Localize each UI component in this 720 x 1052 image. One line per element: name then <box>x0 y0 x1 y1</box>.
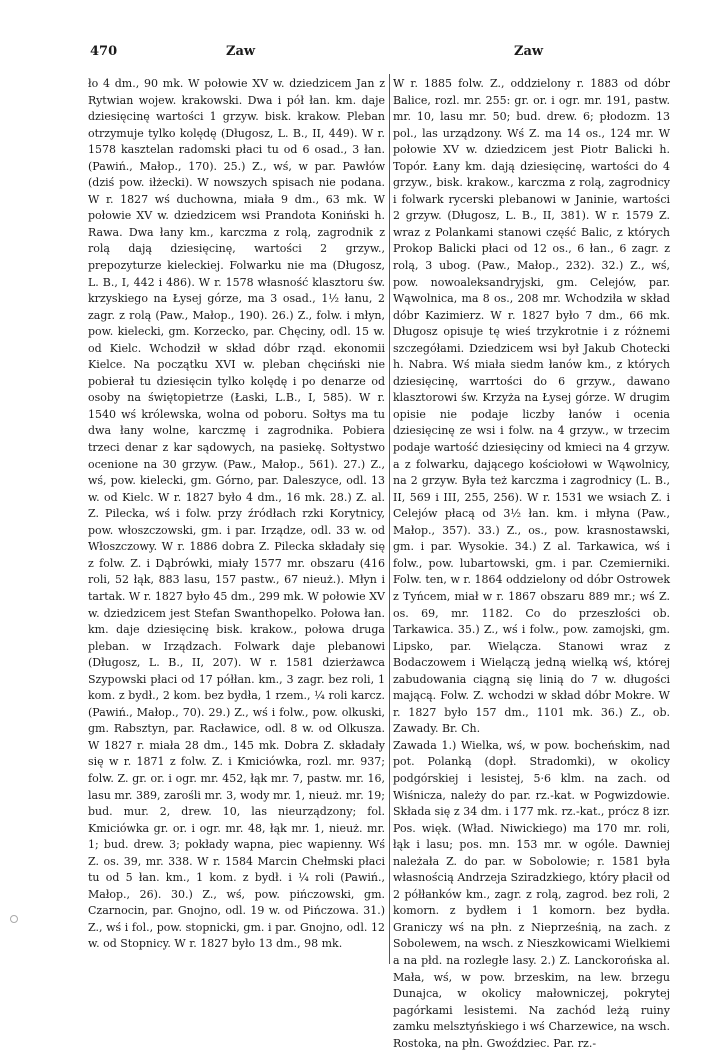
running-head-left: Zaw <box>226 44 256 59</box>
right-text-column: W r. 1885 folw. Z., oddzielony r. 1883 od dóbr Balice, rozl. mr. 255: gr. or. i ogr. mr. 191, pastw. mr. 10, lasu mr. 50; bud. drew. 6; płodozm. 13 pol., las urządzony. Wś Z. ma 14 os., 124 mr. W połowie XV w. dziedzicem jest Piotr Balicki h. Topór. Łany km. dają dziesięcinę, wartości do 4 grzyw., bisk. krakow., karczma z rolą, zagrodnicy i folwark rycerski plebanowi w Janinie, wartości 2 grzyw. (Długosz, L. B., II, 381). W r. 1579 Z. wraz z Polankami stanowi część Balic, z których Prokop Balicki płaci od 12 os., 6 łan., 6 zagr. z rolą, 3 ubog. (Paw., Małop., 232). 32.) Z., wś, pow. nowoaleksandryjski, gm. Celejów, par. Wąwolnica, ma 8 os., 208 mr. Wchodziła w skład dóbr Kazimierz. W r. 1827 było 7 dm., 66 mk. Długosz opisuje tę wieś trzykrotnie i z różnemi szczegółami. Dziedzicem wsi był Jakub Chotecki h. Nabra. Wś miała siedm łanów km., z których dziesięcinę, warrtości do 6 grzyw., dawano klasztorowi św. Krzyża na Łysej górze. W drugim opisie nie podaje liczby łanów i ocenia dziesięcinę ze wsi i folw. na 4 grzyw., w trzecim podaje wartość dziesięciny od kmieci na 4 grzyw. a z folwarku, dającego kościołowi w Wąwolnicy, na 2 grzyw. Była też karczma i zagrodnicy (L. B., II, 569 i III, 255, 256). W r. 1531 we wsiach Z. i Celejów płacą od 3½ łan. km. i młyna (Paw., Małop., 357). 33.) Z., os., pow. krasnostawski, gm. i par. Wysokie. 34.) Z al. Tarkawica, wś i folw., pow. lubartowski, gm. i par. Czemierniki. Folw. ten, w r. 1864 oddzielony od dóbr Ostrowek z Tyńcem, miał w r. 1867 obszaru 889 mr.; wś Z. os. 69, mr. 1182. Co do przeszłości ob. Tarkawica. 35.) Z., wś i folw., pow. zamojski, gm. Lipsko, par. Wielącza. Stanowi wraz z Bodaczowem i Wielączą jedną wielką wś, której zabudowania ciągną się linią do 7 w. długości mającą. Folw. Z. wchodzi w skład dóbr Mokre. W r. 1827 było 157 dm., 1101 mk. 36.) Z., ob. Zawady. Br. Ch. Zawada 1.) Wielka, wś, w pow. bocheńskim, nad pot. Polanką (dopł. Stradomki), w okolicy podgórskiej i lesistej, 5·6 klm. na zach. od Wiśnicza, należy do par. rz.-kat. w Pogwizdowie. Składa się z 34 dm. i 177 mk. rz.-kat., prócz 8 izr. Pos. więk. (Wład. Niwickiego) ma 170 mr. roli, łąk i lasu; pos. mn. 153 mr. w ogóle. Dawniej należała Z. do par. w Sobolowie; r. 1581 była własnością Andrzeja Sziradzkiego, który płacił od 2 półłanków km., zagr. z rolą, zagrod. bez roli, 2 komorn. z bydłem i 1 komorn. bez bydła. Graniczy wś na płn. z Nieprześnią, na zach. z Sobolewem, na wsch. z Nieszkowicami Wielkiemi a na płd. na rozległe lasy. 2.) Z. Lanckorońska al. Mała, wś, w pow. brzeskim, na lew. brzegu Dunajca, w okolicy małowniczej, pokrytej pagórkami lesistemi. Na zachód leżą ruiny zamku melsztyńskiego i wś Charzewice, na wsch. Rostoka, na płn. Gwoździec. Par. rz.- <box>393 77 670 1050</box>
page-number: 470 <box>90 44 118 59</box>
binding-hole-mark <box>10 915 18 923</box>
left-text-column: ło 4 dm., 90 mk. W połowie XV w. dziedzicem Jan z Rytwian wojew. krakowski. Dwa i pół łan. km. daje dziesięcinę wartości 1 grzyw. bisk. krakow. Pleban otrzymuje tylko kolędę (Długosz, L. B., II, 449). W r. 1578 kasztelan radomski płaci tu od 6 osad., 3 łan. (Pawiń., Małop., 170). 25.) Z., wś, w par. Pawłów (dziś pow. iłżecki). W nowszych spisach nie podana. W r. 1827 wś duchowna, miała 9 dm., 63 mk. W połowie XV w. dziedzicem wsi Prandota Koniński h. Rawa. Dwa łany km., karczma z rolą, zagrodnik z rolą dają dziesięcinę, wartości 2 grzyw., prepozyturze kieleckiej. Folwarku nie ma (Długosz, L. B., I, 442 i 486). W r. 1578 własność klasztoru św. krzyskiego na Łysej górze, ma 3 osad., 1½ łanu, 2 zagr. z rolą (Paw., Małop., 190). 26.) Z., folw. i młyn, pow. kielecki, gm. Korzecko, par. Chęciny, odl. 15 w. od Kielc. Wchodził w skład dóbr rząd. ekonomii Kielce. Na początku XVI w. pleban chęciński nie pobierał tu dziesięcin tylko kolędę i po denarze od osoby na świętopietrze (Łaski, L.B., I, 585). W r. 1540 wś królewska, wolna od poboru. Sołtys ma tu dwa łany wolne, karczmę i zagrodnika. Pobiera trzeci denar z kar sądowych, na pasiekę. Sołtystwo ocenione na 30 grzyw. (Paw., Małop., 561). 27.) Z., wś, pow. kielecki, gm. Górno, par. Daleszyce, odl. 13 w. od Kielc. W r. 1827 było 4 dm., 16 mk. 28.) Z. al. Z. Pilecka, wś i folw. przy źródłach rzki Korytnicy, pow. włoszczowski, gm. i par. Irządze, odl. 33 w. od Włoszczowy. W r. 1886 dobra Z. Pilecka składały się z folw. Z. i Dąbrówki, miały 1577 mr. obszaru (416 roli, 52 łąk, 883 lasu, 157 pastw., 67 nieuż.). Młyn i tartak. W r. 1827 było 45 dm., 299 mk. W połowie XV w. dziedzicem jest Stefan Swanthopelko. Połowa łan. km. daje dziesięcinę bisk. krakow., połowa druga pleban. w Irządzach. Folwark daje plebanowi (Długosz, L. B., II, 207). W r. 1581 dzierżawca Szypowski płaci od 17 półłan. km., 3 zagr. bez roli, 1 kom. z bydł., 2 kom. bez bydła, 1 rzem., ¼ roli karcz. (Pawiń., Małop., 70). 29.) Z., wś i folw., pow. olkuski, gm. Rabsztyn, par. Racławice, odl. 8 w. od Olkusza. W 1827 r. miała 28 dm., 145 mk. Dobra Z. składały się w r. 1871 z folw. Z. i Kmiciówka, rozl. mr. 937; folw. Z. gr. or. i ogr. mr. 452, łąk mr. 7, pastw. mr. 16, lasu mr. 389, zarośli mr. 3, wody mr. 1, nieuż. mr. 19; bud. mur. 2, drew. 10, las nieurządzony; fol. Kmiciówka gr. or. i ogr. mr. 48, łąk mr. 1, nieuż. mr. 1; bud. drew. 3; pokłady wapna, piec wapienny. Wś Z. os. 39, mr. 338. W r. 1584 Marcin Chełmski płaci tu od 5 łan. km., 1 kom. z bydł. i ¼ roli (Pawiń., Małop., 26). 30.) Z., wś, pow. pińczowski, gm. Czarnocin, par. Gnojno, odl. 19 w. od Pińczowa. 31.) Z., wś i fol., pow. stopnicki, gm. i par. Gnojno, odl. 12 w. od Stopnicy. W r. 1827 było 13 dm., 98 mk. <box>88 77 389 951</box>
running-head-right: Zaw <box>514 44 544 59</box>
column-divider <box>389 74 390 964</box>
